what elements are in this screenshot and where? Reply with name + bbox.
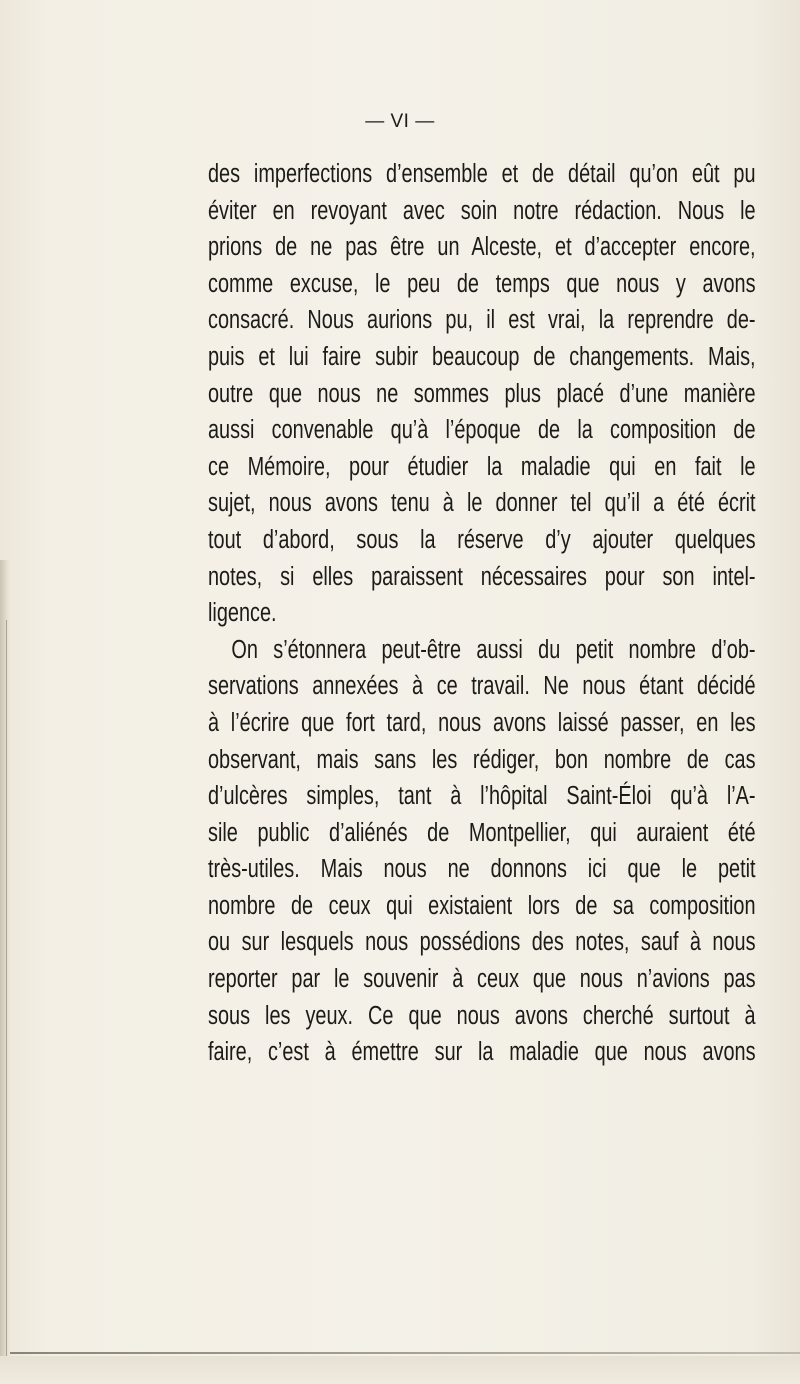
text-line: sujet, nous avons tenu à le donner tel qu’il a été écrit	[208, 489, 756, 518]
text-line: très-utiles. Mais nous ne donnons ici que le petit	[208, 855, 756, 884]
text-line: tout d’abord, sous la réserve d’y ajouter quelques	[208, 525, 756, 554]
bottom-edge-band	[0, 1356, 800, 1384]
bottom-edge-rule	[10, 1352, 800, 1354]
text-line: des imperfections d’ensemble et de détail qu’on eût pu	[208, 160, 756, 188]
text-line: sile public d’aliénés de Montpellier, qui auraient été	[208, 818, 756, 847]
page-edge-shadow	[0, 560, 10, 1384]
text-line: faire, c’est à émettre sur la maladie que nous avons	[208, 1038, 756, 1067]
text-line: servations annexées à ce travail. Ne nous étant décidé	[208, 672, 756, 701]
text-line: éviter en revoyant avec soin notre rédaction. Nous le	[208, 196, 756, 225]
text-line: sous les yeux. Ce que nous avons cherché surtout à	[208, 1001, 756, 1030]
text-line: nombre de ceux qui existaient lors de sa composition	[208, 891, 756, 920]
page-edge-line	[6, 620, 7, 1360]
text-line: d’ulcères simples, tant à l’hôpital Saint-Éloi qu’à l’A-	[208, 782, 756, 811]
text-line: observant, mais sans les rédiger, bon nombre de cas	[208, 745, 756, 774]
text-line: ce Mémoire, pour étudier la maladie qui en fait le	[208, 452, 756, 481]
text-line: consacré. Nous aurions pu, il est vrai, la reprendre de-	[208, 306, 756, 335]
text-line: reporter par le souvenir à ceux que nous n’avions pas	[208, 965, 756, 994]
text-line: puis et lui faire subir beaucoup de changements. Mais,	[208, 342, 756, 371]
page-number-header: — VI —	[365, 111, 435, 132]
text-line-paragraph-start: On s’étonnera peut-être aussi du petit nombre d’ob-	[231, 635, 756, 664]
text-line: prions de ne pas être un Alceste, et d’accepter encore,	[208, 233, 756, 262]
text-line: outre que nous ne sommes plus placé d’une manière	[208, 379, 756, 408]
text-line: aussi convenable qu’à l’époque de la composition de	[208, 416, 756, 445]
text-line: ou sur lesquels nous possédions des notes, sauf à nous	[208, 928, 756, 957]
body-text	[208, 156, 756, 1071]
text-line: comme excuse, le peu de temps que nous y avons	[208, 269, 756, 298]
text-line: à l’écrire que fort tard, nous avons laissé passer, en les	[208, 708, 756, 737]
text-line: notes, si elles paraissent nécessaires pour son intel-	[208, 562, 756, 591]
text-line-paragraph-end: ligence.	[208, 599, 277, 628]
